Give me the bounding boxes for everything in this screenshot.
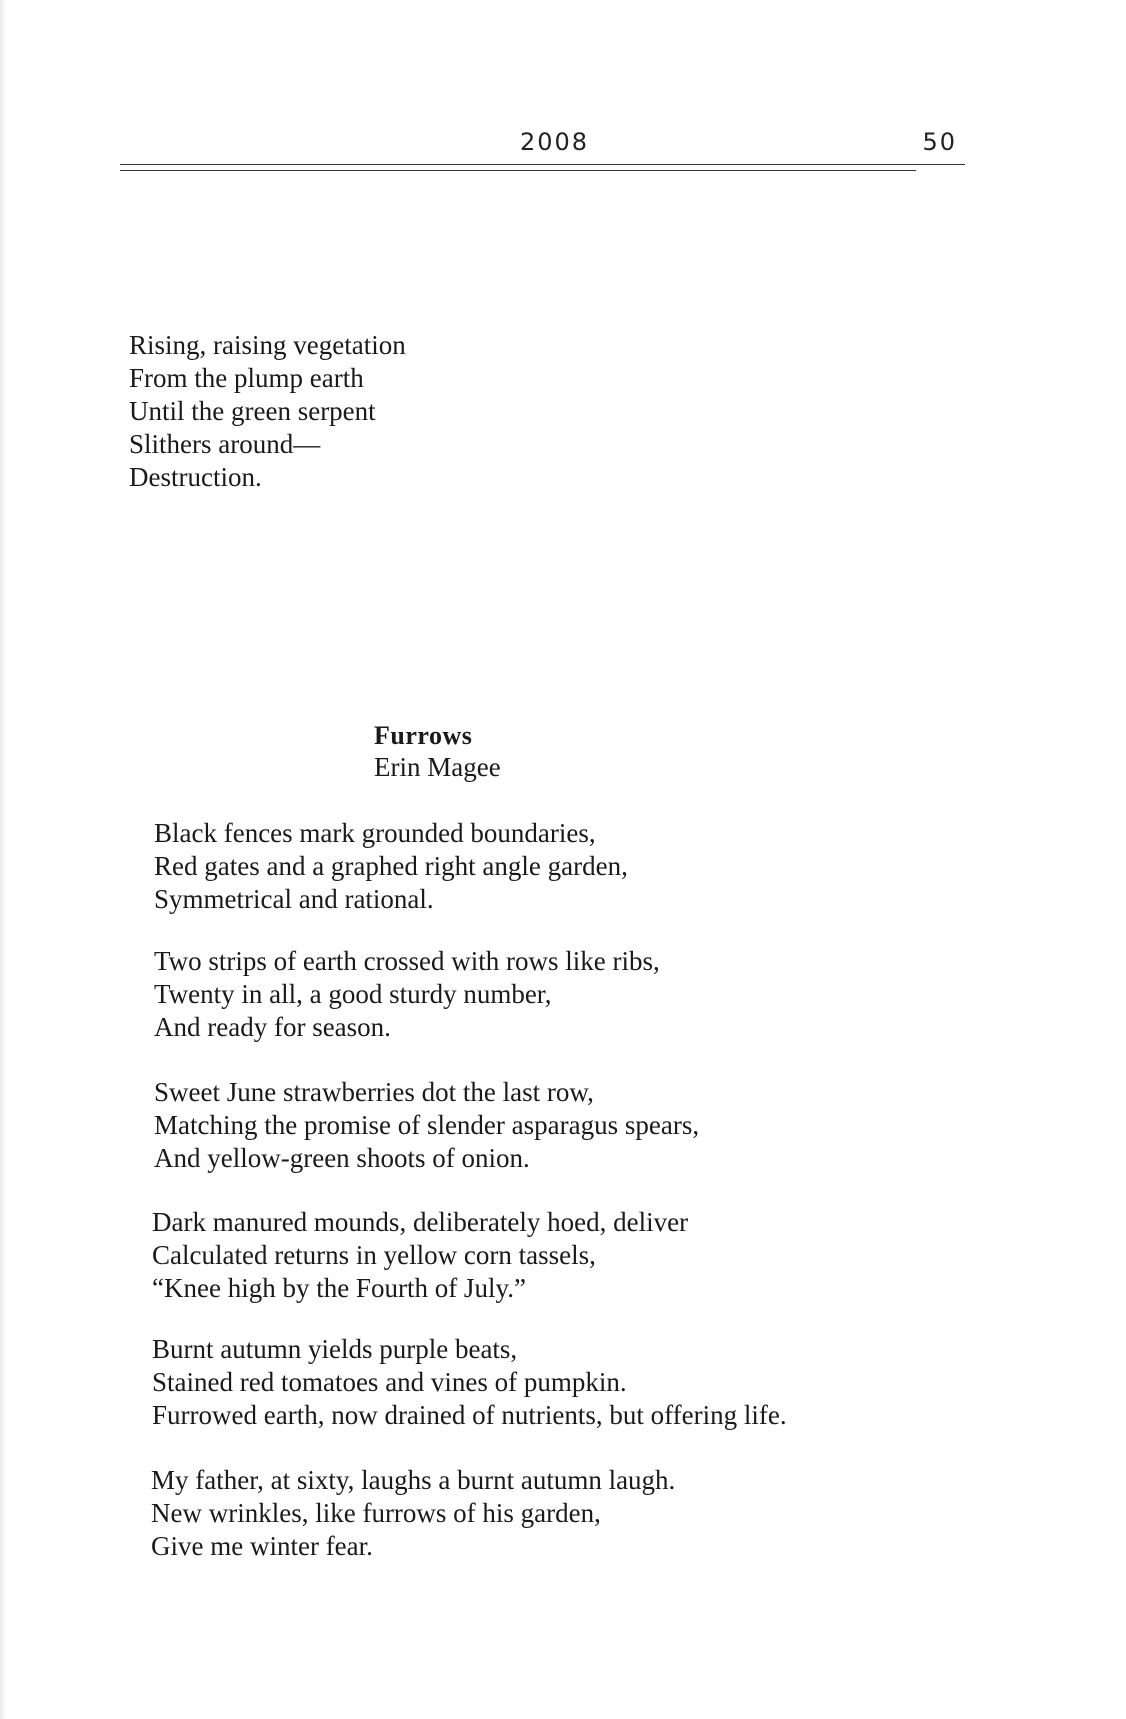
stanza-3 [154, 1076, 699, 1175]
stanza-4 [152, 1206, 688, 1305]
poem-line: Red gates and a graphed right angle garden, [154, 851, 628, 881]
poem-line: From the plump earth [129, 363, 364, 393]
header-rule-top [120, 164, 965, 165]
header-year: 2008 [520, 128, 590, 156]
poem-line: Dark manured mounds, deliberately hoed, deliver [152, 1207, 689, 1237]
poem-line: Destruction. [129, 462, 262, 492]
poem-line: “Knee high by the Fourth of July.” [152, 1273, 526, 1303]
page-number: 50 [922, 128, 957, 156]
poem-line: Two strips of earth crossed with rows like ribs, [154, 946, 660, 976]
stanza-5 [152, 1333, 787, 1432]
poem-line: My father, at sixty, laughs a burnt autumn laugh. [151, 1465, 676, 1495]
previous-poem-ending [129, 329, 406, 494]
poem-author: Erin Magee [374, 752, 501, 782]
poem-line: New wrinkles, like furrows of his garden, [151, 1498, 601, 1528]
poem-line: Rising, raising vegetation [129, 330, 406, 360]
scan-edge-shadow [0, 0, 6, 1719]
poem-line: And ready for season. [154, 1012, 391, 1042]
poem-line: Black fences mark grounded boundaries, [154, 818, 596, 848]
header-rule-bottom [120, 170, 916, 171]
poem-line: Until the green serpent [129, 396, 376, 426]
poem-line: Calculated returns in yellow corn tassels, [152, 1240, 596, 1270]
stanza-2 [154, 945, 660, 1044]
poem-line: And yellow-green shoots of onion. [154, 1143, 530, 1173]
poem-line: Furrowed earth, now drained of nutrients, but offering life. [152, 1400, 787, 1430]
poem-line: Stained red tomatoes and vines of pumpkin. [152, 1367, 627, 1397]
poem-line: Give me winter fear. [151, 1531, 373, 1561]
poem-title: Furrows [374, 721, 473, 750]
poem-line: Twenty in all, a good sturdy number, [154, 979, 552, 1009]
poem-line: Slithers around— [129, 429, 321, 459]
stanza-1 [154, 817, 628, 916]
poem-line: Sweet June strawberries dot the last row, [154, 1077, 594, 1107]
poem-line: Burnt autumn yields purple beats, [152, 1334, 518, 1364]
poem-line: Matching the promise of slender asparagus spears, [154, 1110, 700, 1140]
poem-line: Symmetrical and rational. [154, 884, 434, 914]
page-header [120, 128, 965, 168]
stanza-6 [151, 1464, 675, 1563]
